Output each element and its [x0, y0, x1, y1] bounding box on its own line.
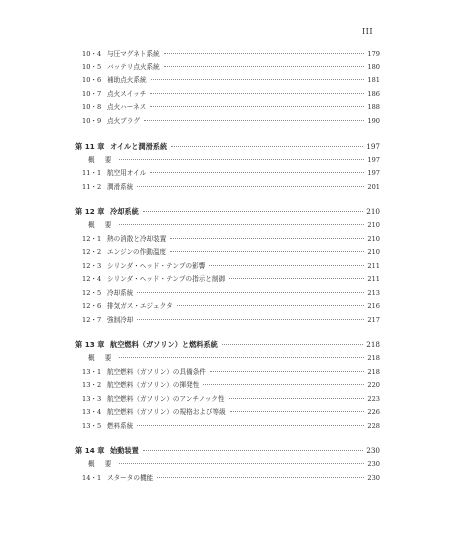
toc-entry-number: 10・6 — [82, 76, 102, 84]
dot-leader — [170, 251, 364, 252]
toc-entry-number: 概 要 — [88, 354, 116, 362]
toc-entry-row — [0, 115, 460, 127]
toc-entry-title: 排気ガス・エジェクタ — [107, 302, 173, 310]
dot-leader — [203, 384, 364, 385]
toc-chapter-row — [0, 445, 460, 457]
toc-entry-number: 13・1 — [82, 368, 102, 376]
toc-entry-row — [0, 61, 460, 73]
toc-entry-number: 第 11 章 — [75, 142, 105, 151]
toc-entry-title: 熱の消散と冷却装置 — [107, 235, 167, 243]
toc-entry-number: 概 要 — [88, 156, 116, 164]
toc-entry-row — [0, 300, 460, 312]
dot-leader — [137, 186, 364, 187]
toc-entry-row — [0, 366, 460, 378]
toc-entry-number: 10・5 — [82, 63, 102, 71]
toc-entry-number: 12・1 — [82, 235, 102, 243]
dot-leader — [119, 159, 364, 160]
toc-entry-page: 230 — [367, 474, 380, 482]
toc-entry-page: 211 — [367, 262, 380, 270]
toc-entry-page: 218 — [367, 354, 380, 362]
toc-entry-page: 190 — [367, 117, 380, 125]
toc-entry-number: 11・2 — [82, 183, 102, 191]
toc-entry-title: シリンダ・ヘッド・テンプの影響 — [107, 262, 206, 270]
toc-entry-number: 10・8 — [82, 103, 102, 111]
toc-entry-page: 216 — [367, 302, 380, 310]
toc-entry-row — [0, 246, 460, 258]
toc-entry-number: 第 12 章 — [75, 207, 105, 216]
toc-entry-row — [0, 314, 460, 326]
toc-entry-page: 210 — [367, 221, 380, 229]
toc-entry-number: 13・3 — [82, 395, 102, 403]
toc-entry-page: 210 — [366, 207, 380, 216]
toc-entry-number: 概 要 — [88, 221, 116, 229]
toc-entry-title: 航空燃料（ガソリン）の具備条件 — [107, 368, 206, 376]
toc-entry-row — [0, 88, 460, 100]
toc-entry-row — [0, 352, 460, 364]
toc-entry-title: 強制冷却 — [107, 316, 134, 324]
toc-entry-row — [0, 74, 460, 86]
toc-entry-title: エンジンの作動温度 — [107, 248, 167, 256]
toc-entry-page: 197 — [367, 169, 380, 177]
toc-entry-page: 188 — [367, 103, 380, 111]
toc-entry-page: 218 — [367, 368, 380, 376]
toc-entry-title: オイルと潤滑系統 — [110, 142, 168, 151]
toc-entry-number: 12・4 — [82, 275, 102, 283]
toc-entry-title: 補助点火系統 — [107, 76, 147, 84]
dot-leader — [137, 319, 364, 320]
toc-entry-number: 12・3 — [82, 262, 102, 270]
toc-entry-title: 点火スイッチ — [107, 90, 147, 98]
toc-entry-number: 13・5 — [82, 422, 102, 430]
dot-leader — [230, 411, 364, 412]
toc-entry-page: 223 — [367, 395, 380, 403]
toc-entry-page: 181 — [367, 76, 380, 84]
dot-leader — [229, 278, 364, 279]
dot-leader — [151, 79, 364, 80]
toc-entry-number: 12・7 — [82, 316, 102, 324]
dot-leader — [143, 211, 363, 212]
toc-entry-page: 213 — [367, 289, 380, 297]
toc-entry-number: 第 13 章 — [75, 340, 105, 349]
toc-entry-title: 点火プラグ — [107, 117, 140, 125]
toc-entry-title: 航空燃料（ガソリン）の揮発性 — [107, 381, 200, 389]
toc-entry-row — [0, 233, 460, 245]
toc-entry-page: 217 — [367, 316, 380, 324]
dot-leader — [210, 371, 364, 372]
dot-leader — [119, 463, 364, 464]
toc-entry-page: 179 — [367, 50, 380, 58]
dot-leader — [150, 172, 364, 173]
toc-entry-row — [0, 167, 460, 179]
toc-entry-page: 230 — [367, 460, 380, 468]
toc-entry-row — [0, 472, 460, 484]
toc-chapter-row — [0, 141, 460, 153]
dot-leader — [150, 106, 364, 107]
toc-entry-number: 10・7 — [82, 90, 102, 98]
toc-entry-row — [0, 273, 460, 285]
toc-entry-row — [0, 379, 460, 391]
dot-leader — [144, 120, 364, 121]
dot-leader — [164, 53, 364, 54]
toc-entry-title: 航空燃料（ガソリン）の規格および等級 — [107, 408, 226, 416]
dot-leader — [229, 398, 364, 399]
toc-entry-row — [0, 219, 460, 231]
toc-entry-row — [0, 101, 460, 113]
toc-entry-title: 航空用オイル — [107, 169, 147, 177]
toc-entry-row — [0, 393, 460, 405]
toc-entry-page: 186 — [367, 90, 380, 98]
toc-entry-number: 11・1 — [82, 169, 102, 177]
toc-entry-page: 210 — [367, 248, 380, 256]
dot-leader — [137, 292, 364, 293]
toc-entry-number: 12・5 — [82, 289, 102, 297]
toc-entry-number: 10・9 — [82, 117, 102, 125]
toc-chapter-row — [0, 339, 460, 351]
dot-leader — [209, 265, 364, 266]
toc-entry-page: 226 — [367, 408, 380, 416]
dot-leader — [150, 93, 364, 94]
toc-entry-title: スタータの機能 — [107, 474, 154, 482]
toc-entry-row — [0, 420, 460, 432]
toc-entry-row — [0, 287, 460, 299]
page-number: III — [362, 27, 373, 36]
toc-entry-page: 180 — [367, 63, 380, 71]
toc-entry-number: 概 要 — [88, 460, 116, 468]
toc-entry-row — [0, 458, 460, 470]
toc-entry-title: 潤滑系統 — [107, 183, 134, 191]
toc-entry-title: シリンダ・ヘッド・テンプの指示と制御 — [107, 275, 226, 283]
toc-entry-number: 第 14 章 — [75, 446, 105, 455]
toc-entry-page: 220 — [367, 381, 380, 389]
toc-entry-title: 冷却系統 — [107, 289, 134, 297]
toc-chapter-row — [0, 206, 460, 218]
toc-entry-page: 197 — [366, 142, 380, 151]
toc-entry-row — [0, 154, 460, 166]
dot-leader — [119, 224, 364, 225]
toc-entry-page: 197 — [367, 156, 380, 164]
dot-leader — [137, 425, 364, 426]
toc-entry-title: 与圧マグネト系統 — [107, 50, 160, 58]
toc-entry-number: 10・4 — [82, 50, 102, 58]
toc-entry-title: 始動装置 — [110, 446, 139, 455]
dot-leader — [170, 238, 364, 239]
dot-leader — [222, 344, 363, 345]
dot-leader — [157, 477, 364, 478]
toc-entry-number: 12・6 — [82, 302, 102, 310]
toc-entry-page: 201 — [367, 183, 380, 191]
dot-leader — [177, 305, 364, 306]
dot-leader — [119, 357, 364, 358]
toc-entry-title: 点火ハーネス — [107, 103, 147, 111]
toc-entry-page: 230 — [366, 446, 380, 455]
toc-entry-number: 14・1 — [82, 474, 102, 482]
dot-leader — [171, 146, 363, 147]
toc-entry-row — [0, 181, 460, 193]
toc-entry-row — [0, 406, 460, 418]
toc-entry-number: 12・2 — [82, 248, 102, 256]
toc-entry-page: 211 — [367, 275, 380, 283]
toc-entry-title: 航空燃料（ガソリン）のアンチノック性 — [107, 395, 225, 403]
toc-entry-title: 冷却系統 — [110, 207, 139, 216]
toc-entry-number: 13・4 — [82, 408, 102, 416]
toc-entry-title: 燃料系統 — [107, 422, 134, 430]
toc-entry-row — [0, 260, 460, 272]
dot-leader — [164, 66, 364, 67]
toc-entry-page: 218 — [366, 340, 380, 349]
dot-leader — [143, 450, 363, 451]
toc-entry-page: 228 — [367, 422, 380, 430]
toc-entry-page: 210 — [367, 235, 380, 243]
toc-entry-row — [0, 48, 460, 60]
toc-entry-number: 13・2 — [82, 381, 102, 389]
toc-entry-title: バッテリ点火系統 — [107, 63, 160, 71]
toc-entry-title: 航空燃料（ガソリン）と燃料系統 — [110, 340, 218, 349]
